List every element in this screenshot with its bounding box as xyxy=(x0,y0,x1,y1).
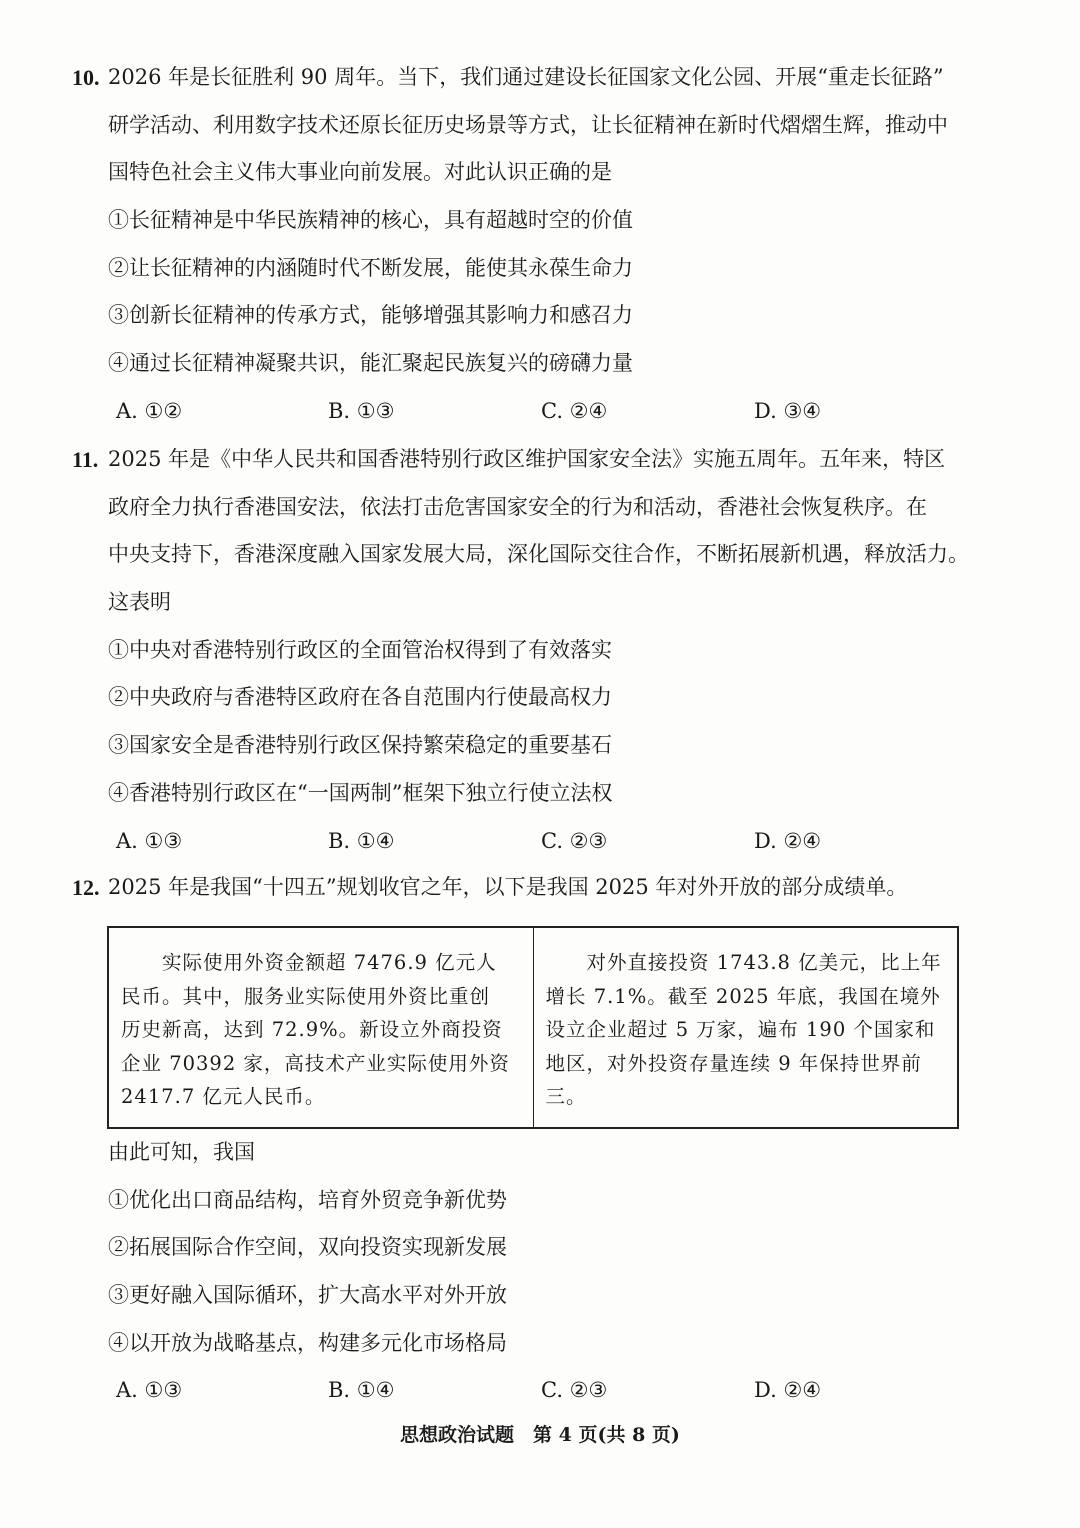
option-b[interactable]: B. ①④ xyxy=(328,1378,395,1403)
table-cell-outward-investment xyxy=(533,927,958,1128)
text-line: ④通过长征精神凝聚共识，能汇聚起民族复兴的磅礴力量 xyxy=(108,351,633,376)
question-number: 11. xyxy=(72,447,99,472)
table-cell-foreign-investment xyxy=(108,927,533,1128)
text-line: ②拓展国际合作空间，双向投资实现新发展 xyxy=(108,1235,507,1260)
text-line: ②让长征精神的内涵随时代不断发展，能使其永葆生命力 xyxy=(108,255,633,280)
option-a[interactable]: A. ①③ xyxy=(116,828,183,853)
text-line: 由此可知，我国 xyxy=(108,1140,255,1164)
question-10 xyxy=(0,54,1080,436)
page-footer: 思想政治试题 第 4 页(共 8 页) xyxy=(400,1424,680,1446)
text-line: 政府全力执行香港国安法，依法打击危害国家安全的行为和活动，香港社会恢复秩序。在 xyxy=(108,494,927,519)
answer-options xyxy=(0,1367,1080,1415)
question-12 xyxy=(0,864,1080,912)
text-line: 实际使用外资金额超 7476.9 亿元人 xyxy=(121,951,497,974)
text-line: ③更好融入国际循环，扩大高水平对外开放 xyxy=(108,1283,507,1308)
text-line: 地区，对外投资存量连续 9 年保持世界前 xyxy=(545,1051,922,1075)
text-line: 国特色社会主义伟大事业向前发展。对此认识正确的是 xyxy=(108,160,612,185)
question-number: 10. xyxy=(72,65,100,90)
text-line: 2025 年是《中华人民共和国香港特别行政区维护国家安全法》实施五周年。五年来，特区 xyxy=(108,447,946,471)
text-line: 历史新高，达到 72.9%。新设立外商投资 xyxy=(121,1018,503,1041)
question-11 xyxy=(0,436,1080,865)
answer-options xyxy=(0,388,1080,436)
text-line: ③创新长征精神的传承方式，能够增强其影响力和感召力 xyxy=(108,303,633,328)
text-line: ②中央政府与香港特区政府在各自范围内行使最高权力 xyxy=(108,685,612,710)
text-line: 这表明 xyxy=(108,590,171,615)
option-c[interactable]: C. ②③ xyxy=(541,828,608,853)
option-a[interactable]: A. ①③ xyxy=(116,1378,183,1403)
option-d[interactable]: D. ②④ xyxy=(754,828,822,853)
option-d[interactable]: D. ③④ xyxy=(754,398,822,423)
text-line: ①长征精神是中华民族精神的核心，具有超越时空的价值 xyxy=(108,208,633,233)
text-line: 2026 年是长征胜利 90 周年。当下，我们通过建设长征国家文化公园、开展“重走长征路” xyxy=(108,65,944,89)
text-line: 三。 xyxy=(545,1085,587,1108)
option-c[interactable]: C. ②④ xyxy=(541,398,608,423)
data-table xyxy=(107,926,959,1129)
text-line: 对外直接投资 1743.8 亿美元，比上年 xyxy=(545,951,942,974)
option-b[interactable]: B. ①③ xyxy=(328,398,395,423)
text-line: 民币。其中，服务业实际使用外资比重创 xyxy=(121,984,491,1008)
text-line: ④香港特别行政区在“一国两制”框架下独立行使立法权 xyxy=(108,780,613,805)
option-b[interactable]: B. ①④ xyxy=(328,828,395,853)
text-line: 研学活动、利用数字技术还原长征历史场景等方式，让长征精神在新时代熠熠生辉，推动中 xyxy=(108,112,948,137)
text-line: 增长 7.1%。截至 2025 年底，我国在境外 xyxy=(545,984,941,1008)
text-line: 中央支持下，香港深度融入国家发展大局，深化国际交往合作，不断拓展新机遇，释放活力。 xyxy=(108,542,969,567)
text-line: 企业 70392 家，高技术产业实际使用外资 xyxy=(121,1051,510,1075)
option-c[interactable]: C. ②③ xyxy=(541,1378,608,1403)
question-stem: 2025 年是我国“十四五”规划收官之年，以下是我国 2025 年对外开放的部分成绩单。 xyxy=(108,875,908,899)
text-line: ①优化出口商品结构，培育外贸竞争新优势 xyxy=(108,1187,507,1212)
option-d[interactable]: D. ②④ xyxy=(754,1378,822,1403)
text-line: 2417.7 亿元人民币。 xyxy=(121,1085,326,1108)
text-line: ④以开放为战略基点，构建多元化市场格局 xyxy=(108,1330,507,1355)
answer-options xyxy=(0,818,1080,866)
option-a[interactable]: A. ①② xyxy=(116,398,183,423)
question-12-statements xyxy=(0,1129,1080,1415)
text-line: ①中央对香港特别行政区的全面管治权得到了有效落实 xyxy=(108,637,612,662)
text-line: 设立企业超过 5 万家，遍布 190 个国家和 xyxy=(545,1018,936,1041)
question-number: 12. xyxy=(72,875,100,900)
text-line: ③国家安全是香港特别行政区保持繁荣稳定的重要基石 xyxy=(108,733,612,758)
